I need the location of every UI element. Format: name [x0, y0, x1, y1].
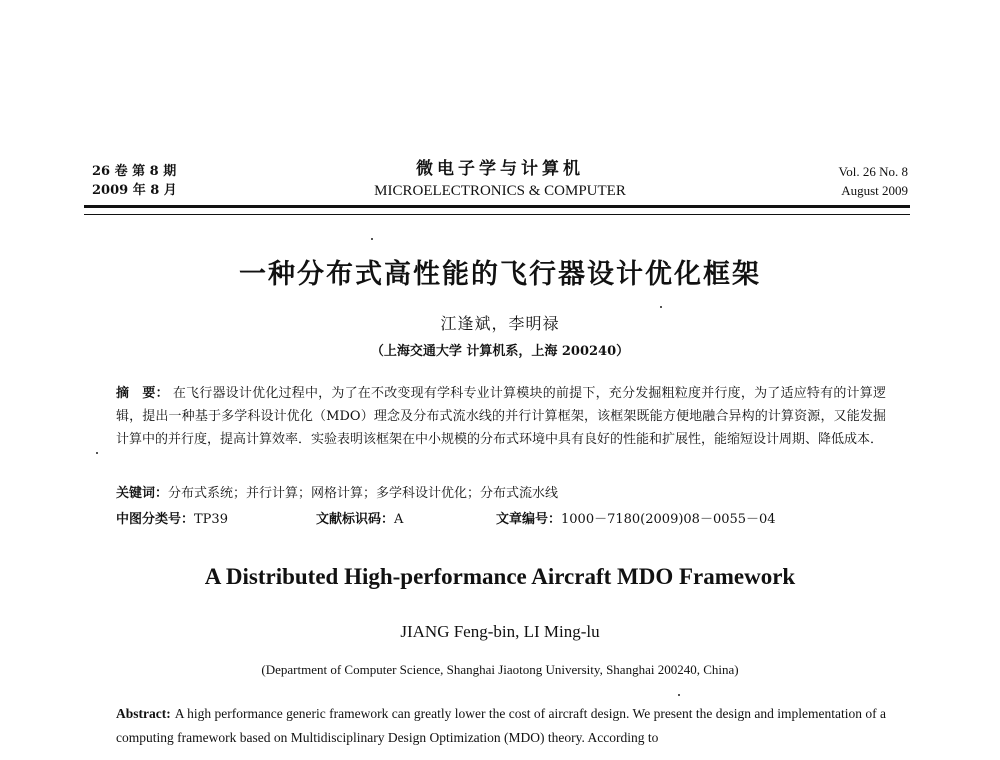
abstract-en-label: Abstract:	[116, 706, 171, 721]
doc-code: 文献标识码：A	[316, 512, 404, 527]
date-en: August 2009	[841, 183, 908, 198]
date-cn: 2009 年 8 月	[92, 183, 177, 198]
abstract-en	[116, 702, 886, 750]
title-en: A Distributed High-performance Aircraft MDO Framework	[204, 564, 796, 589]
scan-speck	[371, 238, 373, 240]
abstract-cn-text: 在飞行器设计优化过程中，为了在不改变现有学科专业计算模块的前提下，充分发掘粗粒度并行度，为了适应特有的计算逻辑，提出一种基于多学科设计优化（MDO）理念及分布式流水线的并行计算框架，该框架既能方便地融合异构的计算资源，又能发掘计算中的并行度，提高计算效率．实验表明该框架在中小规模的分布式环境中具有良好的性能和扩展性，能缩短设计周期、降低成本．	[116, 386, 886, 447]
journal-issue-cn	[92, 162, 177, 200]
abstract-cn-label: 摘 要：	[116, 386, 169, 401]
keywords-cn	[116, 484, 886, 504]
affiliation-en: (Department of Computer Science, Shanghai Jiaotong University, Shanghai 200240, China)	[261, 662, 739, 677]
journal-name	[300, 158, 700, 202]
header-rule	[84, 205, 910, 215]
keywords-cn-text: 分布式系统；并行计算；网格计算；多学科设计优化；分布式流水线	[168, 486, 559, 501]
article-number: 文章编号：1000－7180(2009)08－0055－04	[496, 512, 776, 527]
authors-en: JIANG Feng-bin, LI Ming-lu	[400, 622, 600, 641]
journal-name-en: MICROELECTRONICS & COMPUTER	[374, 183, 626, 199]
volume-en: Vol. 26 No. 8	[838, 164, 908, 179]
journal-issue-en	[839, 162, 908, 200]
class-number: 中图分类号：TP39	[116, 512, 228, 527]
scan-speck	[660, 306, 662, 308]
authors-cn: 江逢斌，李明禄	[440, 314, 560, 333]
journal-name-cn: 微电子学与计算机	[416, 159, 584, 179]
keywords-cn-label: 关键词：	[116, 486, 169, 501]
affiliation-cn: （上海交通大学 计算机系，上海 200240）	[370, 344, 630, 359]
abstract-cn	[116, 382, 886, 451]
abstract-en-text: A high performance generic framework can greatly lower the cost of aircraft design. We present the design and implementation of a computing framework based on Multidisciplinary Design Optimization (MDO) theory. According to	[116, 706, 887, 745]
scan-speck	[96, 452, 98, 454]
volume-cn: 26 卷 第 8 期	[92, 164, 177, 179]
title-cn: 一种分布式高性能的飞行器设计优化框架	[239, 259, 761, 290]
scan-speck	[678, 694, 680, 696]
